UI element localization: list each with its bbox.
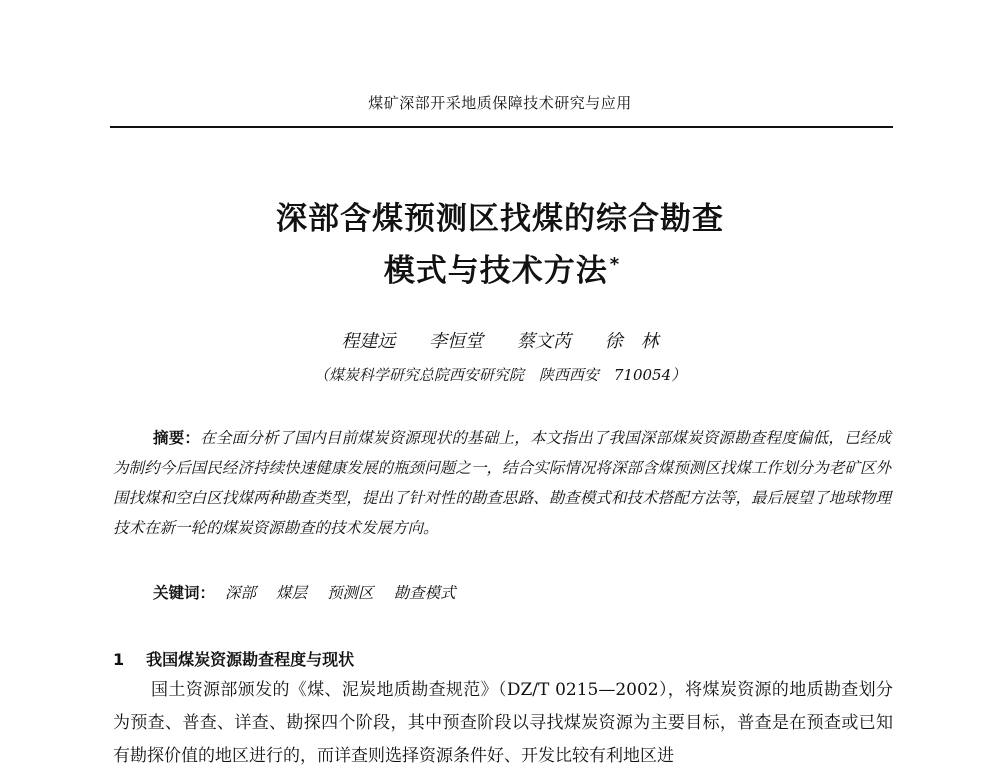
keyword: 深部 <box>225 584 257 602</box>
keyword: 预测区 <box>327 584 374 602</box>
paper-title-line-1: 深部含煤预测区找煤的综合勘查 <box>276 201 724 237</box>
running-head: 煤矿深部开采地质保障技术研究与应用 <box>368 94 632 112</box>
keywords <box>153 581 466 603</box>
paper-title-line-2 <box>112 245 892 290</box>
author-name: 李恒堂 <box>429 331 484 352</box>
header-rule <box>110 126 893 128</box>
section-title: 我国煤炭资源勘查程度与现状 <box>146 650 355 669</box>
author-name: 徐 林 <box>604 331 659 352</box>
abstract <box>113 423 891 543</box>
affiliation: （煤炭科学研究总院西安研究院 陕西西安 710054） <box>313 366 687 384</box>
abstract-label: 摘要： <box>153 429 201 447</box>
body-paragraph: 国土资源部颁发的《煤、泥炭地质勘查规范》（DZ/T 0215—2002），将煤炭资源的地质勘查划分为预查、普查、详查、勘探四个阶段，其中预查阶段以寻找煤炭资源为主要目标，普查是在预查或已知有勘探价值的地区进行的，而详查则选择资源条件好、开发比较有利地区进 <box>113 680 893 766</box>
title-footnote-mark: * <box>609 253 621 275</box>
keyword: 勘查模式 <box>393 584 456 602</box>
keyword: 煤层 <box>276 584 308 602</box>
section-heading <box>113 647 354 670</box>
section-number: 1 <box>113 650 125 669</box>
abstract-text: 在全面分析了国内目前煤炭资源现状的基础上，本文指出了我国深部煤炭资源勘查程度偏低，已经成为制约今后国民经济持续快速健康发展的瓶颈问题之一，结合实际情况将深部含煤预测区找煤工作划分为老矿区外围找煤和空白区找煤两种勘查类型，提出了针对性的勘查思路、勘查模式和技术搭配方法等，最后展望了地球物理技术在新一轮的煤炭资源勘查的技术发展方向。 <box>113 429 891 537</box>
author-name: 蔡文芮 <box>516 331 571 352</box>
paper-title-line-2-text: 模式与技术方法 <box>383 253 608 289</box>
author-list <box>110 327 890 353</box>
keywords-label: 关键词： <box>153 584 216 602</box>
author-name: 程建远 <box>341 331 396 352</box>
